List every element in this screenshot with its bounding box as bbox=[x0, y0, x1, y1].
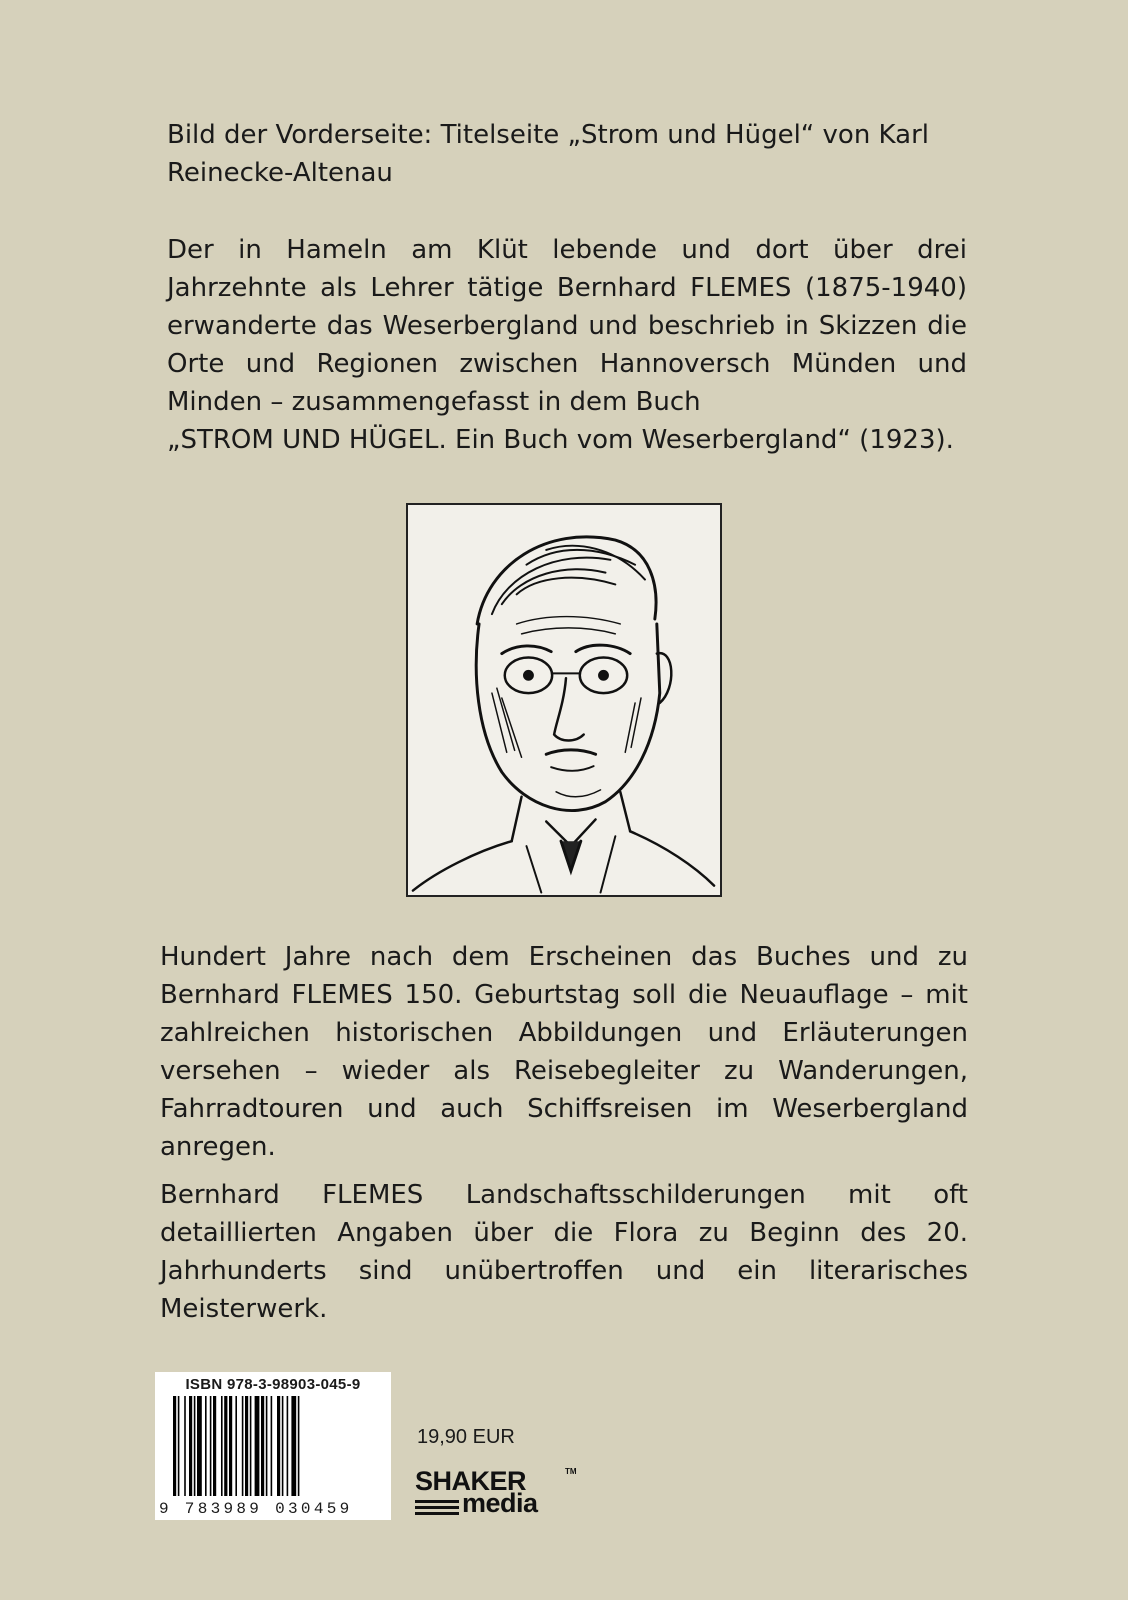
barcode-bar bbox=[298, 1396, 300, 1496]
portrait-sketch-icon bbox=[408, 505, 720, 895]
logo-stripes-icon bbox=[415, 1498, 459, 1516]
barcode-bar bbox=[282, 1396, 284, 1496]
praise-paragraph: Bernhard FLEMES Landschaftsschilderungen mit oft detaillierten Angaben über die Flora zu Beginn des 20. Jahrhunderts sind unübertroffen und ein literarisches Meisterwerk. bbox=[160, 1180, 968, 1324]
barcode-bar bbox=[235, 1396, 237, 1496]
book-title: „STROM UND HÜGEL. Ein Buch vom Weserbergland“ (1923). bbox=[167, 425, 954, 455]
cover-image-caption: Bild der Vorderseite: Titelseite „Strom und Hügel“ von Karl Reinecke-Altenau bbox=[167, 120, 929, 188]
barcode-bar bbox=[229, 1396, 232, 1496]
barcode-bar bbox=[210, 1396, 212, 1496]
barcode-bars-icon bbox=[173, 1396, 381, 1496]
barcode-bar bbox=[178, 1396, 180, 1496]
barcode-bar bbox=[266, 1396, 268, 1496]
ean-digits: 9 783989 030459 bbox=[159, 1500, 353, 1518]
barcode-bar bbox=[277, 1396, 280, 1496]
barcode-bar bbox=[287, 1396, 289, 1496]
logo-line1: SHAKER bbox=[415, 1466, 527, 1496]
barcode-bar bbox=[245, 1396, 248, 1496]
barcode-bar bbox=[224, 1396, 227, 1496]
barcode-bar bbox=[194, 1396, 196, 1496]
barcode-bar bbox=[173, 1396, 176, 1496]
author-portrait bbox=[406, 503, 722, 897]
barcode-bar bbox=[189, 1396, 192, 1496]
barcode-bar bbox=[205, 1396, 207, 1496]
isbn-label: ISBN 978-3-98903-045-9 bbox=[185, 1376, 361, 1393]
reissue-paragraph: Hundert Jahre nach dem Erscheinen das Buches und zu Bernhard FLEMES 150. Geburtstag soll die Neuauflage – mit zahlreichen historischen Abbildungen und Erläuterungen versehen – wieder als Reisebegleiter zu Wanderungen, Fahrradtouren und auch Schiffsreisen im Weserbergland anregen. bbox=[160, 942, 968, 1162]
barcode-bar bbox=[271, 1396, 273, 1496]
logo-trademark: TM bbox=[565, 1467, 577, 1476]
isbn-barcode bbox=[155, 1372, 391, 1520]
intro-text: Der in Hameln am Klüt lebende und dort über drei Jahrzehnte als Lehrer tätige Bernhard FLEMES (1875-1940) erwanderte das Weserbergland und beschrieb in Skizzen die Orte und Regionen zwischen Hannoversch Münden und Minden – zusammengefasst in dem Buch bbox=[167, 235, 967, 417]
barcode-bar bbox=[184, 1396, 186, 1496]
barcode-bar bbox=[291, 1396, 296, 1496]
barcode-bar bbox=[250, 1396, 252, 1496]
price: 19,90 EUR bbox=[417, 1426, 515, 1448]
barcode-bar bbox=[261, 1396, 264, 1496]
intro-paragraph bbox=[167, 231, 967, 459]
barcode-bar bbox=[221, 1396, 223, 1496]
logo-line2: media bbox=[462, 1488, 538, 1518]
barcode-bar bbox=[255, 1396, 260, 1496]
barcode-bar bbox=[242, 1396, 244, 1496]
barcode-bar bbox=[213, 1396, 216, 1496]
barcode-bar bbox=[197, 1396, 202, 1496]
publisher-logo bbox=[415, 1466, 575, 1526]
